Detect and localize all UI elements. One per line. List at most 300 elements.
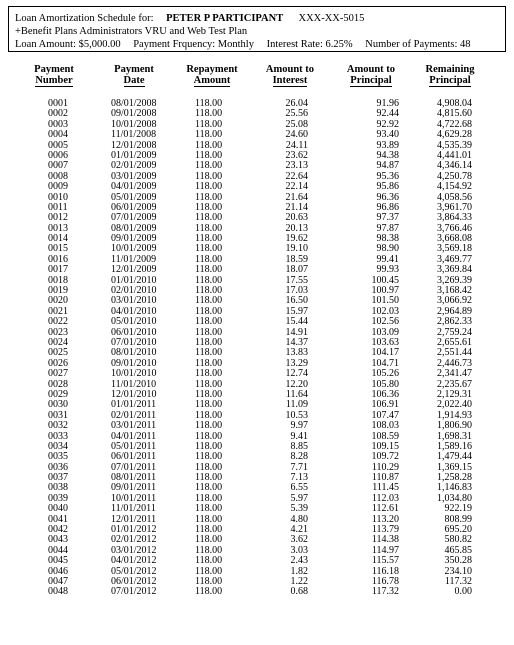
payment-number-cell: 0005 <box>48 139 68 151</box>
column-header-amount-to-interest: Amount to Interest <box>265 64 315 86</box>
remaining-principal-cell: 1,914.93 <box>437 409 472 421</box>
payment-number-cell: 0007 <box>48 160 68 172</box>
payment-number-cell: 0002 <box>48 108 68 120</box>
amount-to-principal-cell: 110.29 <box>371 461 399 473</box>
header-line-3 <box>15 38 499 51</box>
remaining-principal-cell: 1,806.90 <box>437 420 472 432</box>
payment-number-cell: 0015 <box>48 243 68 255</box>
payment-date-cell: 02/01/2009 <box>111 160 157 172</box>
amount-to-interest-cell: 2.43 <box>290 555 308 567</box>
amount-to-interest-cell: 4.21 <box>290 524 308 536</box>
repayment-amount-cell: 118.00 <box>195 492 223 504</box>
amount-to-interest-cell: 1.82 <box>290 565 308 577</box>
payment-date-cell: 07/01/2011 <box>111 461 157 473</box>
remaining-principal-cell: 4,250.78 <box>437 170 472 182</box>
payment-date-cell: 07/01/2009 <box>111 212 157 224</box>
amount-to-principal-cell: 99.41 <box>376 253 399 265</box>
payment-date-cell: 07/01/2012 <box>111 586 157 598</box>
payment-number-cell: 0029 <box>48 388 68 400</box>
repayment-amount-cell: 118.00 <box>195 233 223 245</box>
repayment-amount-cell: 118.00 <box>195 388 223 400</box>
repayment-amount-cell: 118.00 <box>195 586 223 598</box>
payment-date-cell: 09/01/2010 <box>111 357 157 369</box>
payment-date-cell: 04/01/2011 <box>111 430 157 442</box>
payment-number-cell: 0021 <box>48 305 68 317</box>
repayment-amount-cell: 118.00 <box>195 440 223 452</box>
amount-to-interest-cell: 25.56 <box>285 108 308 120</box>
remaining-principal-cell: 2,341.47 <box>437 368 472 380</box>
table-row <box>0 556 514 566</box>
amount-to-principal-cell: 108.03 <box>371 420 399 432</box>
amount-to-interest-cell: 12.20 <box>285 378 308 390</box>
payment-date-cell: 11/01/2008 <box>111 129 157 141</box>
amount-to-interest-cell: 9.97 <box>290 420 308 432</box>
repayment-amount-cell: 118.00 <box>195 181 223 193</box>
repayment-amount-cell: 118.00 <box>195 98 223 109</box>
amount-to-principal-cell: 99.93 <box>376 264 399 276</box>
repayment-amount-cell: 118.00 <box>195 544 223 556</box>
remaining-principal-cell: 808.99 <box>444 513 472 525</box>
amount-to-principal-cell: 95.86 <box>376 181 399 193</box>
amount-to-interest-cell: 13.83 <box>285 347 308 359</box>
repayment-amount-cell: 118.00 <box>195 420 223 432</box>
amount-to-principal-cell: 103.09 <box>371 326 399 338</box>
payment-number-cell: 0034 <box>48 440 68 452</box>
repayment-amount-cell: 118.00 <box>195 295 223 307</box>
payment-number-cell: 0024 <box>48 336 68 348</box>
remaining-principal-cell: 4,058.56 <box>437 191 472 203</box>
amount-to-principal-cell: 116.78 <box>371 575 399 587</box>
amount-to-principal-cell: 109.72 <box>371 451 399 463</box>
loan-header-box <box>8 6 506 52</box>
amount-to-principal-cell: 93.89 <box>376 139 399 151</box>
amount-to-principal-cell: 102.56 <box>371 316 399 328</box>
repayment-amount-cell: 118.00 <box>195 160 223 172</box>
repayment-amount-cell: 118.00 <box>195 108 223 120</box>
amount-to-principal-cell: 107.47 <box>371 409 399 421</box>
amount-to-interest-cell: 14.37 <box>285 336 308 348</box>
amount-to-principal-cell: 109.15 <box>371 440 399 452</box>
table-row <box>0 525 514 535</box>
remaining-principal-cell: 4,908.04 <box>437 98 472 109</box>
table-row <box>0 587 514 597</box>
amount-to-principal-cell: 110.87 <box>371 472 399 484</box>
amount-to-interest-cell: 6.55 <box>290 482 308 494</box>
column-header-payment-date: Payment Date <box>114 64 154 86</box>
table-row <box>0 369 514 379</box>
amount-to-principal-cell: 105.80 <box>371 378 399 390</box>
loan-amount: Loan Amount: $5,000.00 <box>15 39 121 50</box>
repayment-amount-cell: 118.00 <box>195 285 223 297</box>
amount-to-interest-cell: 7.71 <box>290 461 308 473</box>
amount-to-principal-cell: 95.36 <box>376 170 399 182</box>
remaining-principal-cell: 117.32 <box>444 575 472 587</box>
repayment-amount-cell: 118.00 <box>195 201 223 213</box>
repayment-amount-cell: 118.00 <box>195 118 223 130</box>
amount-to-principal-cell: 93.40 <box>376 129 399 141</box>
amount-to-interest-cell: 3.62 <box>290 534 308 546</box>
amount-to-interest-cell: 23.13 <box>285 160 308 172</box>
amount-to-principal-cell: 116.18 <box>371 565 399 577</box>
amount-to-interest-cell: 11.09 <box>285 399 308 411</box>
amount-to-principal-cell: 104.17 <box>371 347 399 359</box>
payment-date-cell: 04/01/2012 <box>111 555 157 567</box>
remaining-principal-cell: 3,766.46 <box>437 222 472 234</box>
payment-number-cell: 0016 <box>48 253 68 265</box>
payment-date-cell: 05/01/2011 <box>111 440 157 452</box>
payment-number-cell: 0040 <box>48 503 68 515</box>
amount-to-interest-cell: 13.29 <box>285 357 308 369</box>
payment-date-cell: 10/01/2008 <box>111 118 157 130</box>
repayment-amount-cell: 118.00 <box>195 451 223 463</box>
repayment-amount-cell: 118.00 <box>195 409 223 421</box>
remaining-principal-cell: 0.00 <box>454 586 472 598</box>
amount-to-principal-cell: 117.32 <box>371 586 399 598</box>
column-header-amount-to-principal: Amount to Principal <box>346 64 396 86</box>
remaining-principal-cell: 580.82 <box>444 534 472 546</box>
payment-date-cell: 03/01/2009 <box>111 170 157 182</box>
payment-date-cell: 02/01/2012 <box>111 534 157 546</box>
amount-to-principal-cell: 112.03 <box>371 492 399 504</box>
amount-to-interest-cell: 22.14 <box>285 181 308 193</box>
remaining-principal-cell: 1,479.44 <box>437 451 472 463</box>
amount-to-interest-cell: 20.63 <box>285 212 308 224</box>
remaining-principal-cell: 4,722.68 <box>437 118 472 130</box>
payment-date-cell: 01/01/2010 <box>111 274 157 286</box>
amount-to-principal-cell: 100.45 <box>371 274 399 286</box>
payment-number-cell: 0008 <box>48 170 68 182</box>
payment-date-cell: 11/01/2011 <box>111 503 156 515</box>
amount-to-principal-cell: 101.50 <box>371 295 399 307</box>
amount-to-interest-cell: 15.97 <box>285 305 308 317</box>
repayment-amount-cell: 118.00 <box>195 212 223 224</box>
repayment-amount-cell: 118.00 <box>195 399 223 411</box>
table-row <box>0 577 514 587</box>
amount-to-interest-cell: 8.28 <box>290 451 308 463</box>
remaining-principal-cell: 2,964.89 <box>437 305 472 317</box>
amount-to-interest-cell: 18.07 <box>285 264 308 276</box>
payment-number-cell: 0046 <box>48 565 68 577</box>
schedule-title-label: Loan Amortization Schedule for: <box>15 13 154 24</box>
payment-number-cell: 0014 <box>48 233 68 245</box>
repayment-amount-cell: 118.00 <box>195 565 223 577</box>
amount-to-interest-cell: 20.13 <box>285 222 308 234</box>
remaining-principal-cell: 3,668.08 <box>437 233 472 245</box>
table-row <box>0 546 514 556</box>
amount-to-principal-cell: 96.86 <box>376 201 399 213</box>
amount-to-principal-cell: 111.45 <box>372 482 399 494</box>
payment-number-cell: 0036 <box>48 461 68 473</box>
payment-number-cell: 0019 <box>48 285 68 297</box>
payment-number-cell: 0048 <box>48 586 68 598</box>
payment-number-cell: 0033 <box>48 430 68 442</box>
amount-to-principal-cell: 114.97 <box>371 544 399 556</box>
repayment-amount-cell: 118.00 <box>195 482 223 494</box>
amount-to-interest-cell: 3.03 <box>290 544 308 556</box>
payment-number-cell: 0022 <box>48 316 68 328</box>
payment-date-cell: 11/01/2009 <box>111 253 157 265</box>
amount-to-interest-cell: 21.64 <box>285 191 308 203</box>
amount-to-interest-cell: 17.03 <box>285 285 308 297</box>
payment-date-cell: 10/01/2009 <box>111 243 157 255</box>
amortization-table <box>0 99 514 598</box>
remaining-principal-cell: 1,369.15 <box>437 461 472 473</box>
table-row <box>0 421 514 431</box>
remaining-principal-cell: 4,346.14 <box>437 160 472 172</box>
repayment-amount-cell: 118.00 <box>195 253 223 265</box>
remaining-principal-cell: 1,258.28 <box>437 472 472 484</box>
table-row <box>0 567 514 577</box>
payment-number-cell: 0006 <box>48 149 68 161</box>
amount-to-principal-cell: 113.79 <box>371 524 399 536</box>
table-row <box>0 494 514 504</box>
repayment-amount-cell: 118.00 <box>195 555 223 567</box>
amount-to-principal-cell: 92.92 <box>376 118 399 130</box>
payment-date-cell: 04/01/2009 <box>111 181 157 193</box>
table-row <box>0 504 514 514</box>
amount-to-principal-cell: 112.61 <box>371 503 399 515</box>
payment-number-cell: 0026 <box>48 357 68 369</box>
amount-to-interest-cell: 8.85 <box>290 440 308 452</box>
repayment-amount-cell: 118.00 <box>195 472 223 484</box>
payment-number-cell: 0020 <box>48 295 68 307</box>
payment-number-cell: 0009 <box>48 181 68 193</box>
repayment-amount-cell: 118.00 <box>195 326 223 338</box>
repayment-amount-cell: 118.00 <box>195 264 223 276</box>
repayment-amount-cell: 118.00 <box>195 347 223 359</box>
repayment-amount-cell: 118.00 <box>195 461 223 473</box>
amount-to-principal-cell: 91.96 <box>376 98 399 109</box>
remaining-principal-cell: 1,146.83 <box>437 482 472 494</box>
payment-number-cell: 0025 <box>48 347 68 359</box>
payment-date-cell: 07/01/2010 <box>111 336 157 348</box>
payment-date-cell: 12/01/2008 <box>111 139 157 151</box>
header-line-1 <box>15 12 499 25</box>
remaining-principal-cell: 1,589.16 <box>437 440 472 452</box>
remaining-principal-cell: 4,441.01 <box>437 149 472 161</box>
payment-number-cell: 0043 <box>48 534 68 546</box>
repayment-amount-cell: 118.00 <box>195 191 223 203</box>
repayment-amount-cell: 118.00 <box>195 274 223 286</box>
amount-to-principal-cell: 98.38 <box>376 233 399 245</box>
remaining-principal-cell: 4,629.28 <box>437 129 472 141</box>
table-row <box>0 535 514 545</box>
repayment-amount-cell: 118.00 <box>195 430 223 442</box>
payment-date-cell: 02/01/2011 <box>111 409 157 421</box>
remaining-principal-cell: 3,569.18 <box>437 243 472 255</box>
payment-number-cell: 0027 <box>48 368 68 380</box>
table-row <box>0 515 514 525</box>
amount-to-principal-cell: 105.26 <box>371 368 399 380</box>
column-header-repayment-amount: Repayment Amount <box>186 64 238 86</box>
repayment-amount-cell: 118.00 <box>195 316 223 328</box>
repayment-amount-cell: 118.00 <box>195 139 223 151</box>
payment-number-cell: 0047 <box>48 575 68 587</box>
payment-date-cell: 03/01/2010 <box>111 295 157 307</box>
payment-date-cell: 08/01/2009 <box>111 222 157 234</box>
amount-to-interest-cell: 11.64 <box>285 388 308 400</box>
remaining-principal-cell: 922.19 <box>444 503 472 515</box>
payment-date-cell: 05/01/2009 <box>111 191 157 203</box>
amount-to-interest-cell: 5.97 <box>290 492 308 504</box>
table-row <box>0 130 514 140</box>
remaining-principal-cell: 3,961.70 <box>437 201 472 213</box>
payment-number-cell: 0018 <box>48 274 68 286</box>
amount-to-principal-cell: 102.03 <box>371 305 399 317</box>
remaining-principal-cell: 3,066.92 <box>437 295 472 307</box>
payment-date-cell: 06/01/2009 <box>111 201 157 213</box>
payment-date-cell: 09/01/2009 <box>111 233 157 245</box>
amount-to-interest-cell: 26.04 <box>285 98 308 109</box>
repayment-amount-cell: 118.00 <box>195 503 223 515</box>
payment-date-cell: 02/01/2010 <box>111 285 157 297</box>
repayment-amount-cell: 118.00 <box>195 336 223 348</box>
payment-number-cell: 0001 <box>48 98 68 109</box>
payment-number-cell: 0035 <box>48 451 68 463</box>
amount-to-principal-cell: 100.97 <box>371 285 399 297</box>
amount-to-principal-cell: 94.87 <box>376 160 399 172</box>
amount-to-principal-cell: 97.37 <box>376 212 399 224</box>
remaining-principal-cell: 2,551.44 <box>437 347 472 359</box>
payment-date-cell: 08/01/2011 <box>111 472 157 484</box>
payment-date-cell: 09/01/2008 <box>111 108 157 120</box>
remaining-principal-cell: 4,154.92 <box>437 181 472 193</box>
repayment-amount-cell: 118.00 <box>195 575 223 587</box>
amount-to-principal-cell: 98.90 <box>376 243 399 255</box>
amount-to-principal-cell: 106.36 <box>371 388 399 400</box>
payment-date-cell: 06/01/2012 <box>111 575 157 587</box>
amount-to-interest-cell: 24.60 <box>285 129 308 141</box>
payment-date-cell: 01/01/2011 <box>111 399 157 411</box>
payment-number-cell: 0010 <box>48 191 68 203</box>
remaining-principal-cell: 465.85 <box>444 544 472 556</box>
payment-number-cell: 0028 <box>48 378 68 390</box>
amount-to-principal-cell: 96.36 <box>376 191 399 203</box>
amount-to-interest-cell: 12.74 <box>285 368 308 380</box>
payment-date-cell: 01/01/2009 <box>111 149 157 161</box>
payment-date-cell: 12/01/2009 <box>111 264 157 276</box>
amount-to-interest-cell: 19.10 <box>285 243 308 255</box>
payment-number-cell: 0032 <box>48 420 68 432</box>
payment-number-cell: 0031 <box>48 409 68 421</box>
payment-date-cell: 10/01/2010 <box>111 368 157 380</box>
payment-date-cell: 05/01/2012 <box>111 565 157 577</box>
payment-date-cell: 05/01/2010 <box>111 316 157 328</box>
repayment-amount-cell: 118.00 <box>195 357 223 369</box>
amount-to-interest-cell: 18.59 <box>285 253 308 265</box>
repayment-amount-cell: 118.00 <box>195 534 223 546</box>
payment-number-cell: 0045 <box>48 555 68 567</box>
amount-to-principal-cell: 92.44 <box>376 108 399 120</box>
amount-to-interest-cell: 4.80 <box>290 513 308 525</box>
payment-date-cell: 01/01/2012 <box>111 524 157 536</box>
repayment-amount-cell: 118.00 <box>195 305 223 317</box>
repayment-amount-cell: 118.00 <box>195 149 223 161</box>
payment-number-cell: 0042 <box>48 524 68 536</box>
payment-date-cell: 08/01/2008 <box>111 98 157 109</box>
remaining-principal-cell: 3,469.77 <box>437 253 472 265</box>
amount-to-principal-cell: 94.38 <box>376 149 399 161</box>
remaining-principal-cell: 3,269.39 <box>437 274 472 286</box>
plan-name: +Benefit Plans Administrators VRU and Web Test Plan <box>15 26 248 37</box>
amount-to-principal-cell: 115.57 <box>371 555 399 567</box>
table-row <box>0 182 514 192</box>
remaining-principal-cell: 3,168.42 <box>437 285 472 297</box>
payment-number-cell: 0023 <box>48 326 68 338</box>
payment-date-cell: 04/01/2010 <box>111 305 157 317</box>
payment-number-cell: 0004 <box>48 129 68 141</box>
payment-number-cell: 0013 <box>48 222 68 234</box>
payment-number-cell: 0044 <box>48 544 68 556</box>
payment-number-cell: 0038 <box>48 482 68 494</box>
repayment-amount-cell: 118.00 <box>195 222 223 234</box>
payment-number-cell: 0037 <box>48 472 68 484</box>
column-header-payment-number: Payment Number <box>34 64 74 86</box>
remaining-principal-cell: 4,815.60 <box>437 108 472 120</box>
payment-date-cell: 11/01/2010 <box>111 378 157 390</box>
amount-to-interest-cell: 10.53 <box>285 409 308 421</box>
remaining-principal-cell: 350.28 <box>444 555 472 567</box>
remaining-principal-cell: 2,655.61 <box>437 336 472 348</box>
amount-to-interest-cell: 7.13 <box>290 472 308 484</box>
amount-to-interest-cell: 17.55 <box>285 274 308 286</box>
amount-to-interest-cell: 24.11 <box>285 139 308 151</box>
amount-to-principal-cell: 104.71 <box>371 357 399 369</box>
payment-date-cell: 12/01/2010 <box>111 388 157 400</box>
repayment-amount-cell: 118.00 <box>195 378 223 390</box>
payment-number-cell: 0012 <box>48 212 68 224</box>
remaining-principal-cell: 3,369.84 <box>437 264 472 276</box>
payment-frequency: Payment Frquency: Monthly <box>133 39 254 50</box>
remaining-principal-cell: 234.10 <box>444 565 472 577</box>
amount-to-principal-cell: 108.59 <box>371 430 399 442</box>
amount-to-interest-cell: 15.44 <box>285 316 308 328</box>
amount-to-interest-cell: 5.39 <box>290 503 308 515</box>
remaining-principal-cell: 1,698.31 <box>437 430 472 442</box>
payment-date-cell: 06/01/2011 <box>111 451 157 463</box>
amount-to-interest-cell: 19.62 <box>285 233 308 245</box>
repayment-amount-cell: 118.00 <box>195 170 223 182</box>
payment-date-cell: 06/01/2010 <box>111 326 157 338</box>
amount-to-principal-cell: 113.20 <box>371 513 399 525</box>
remaining-principal-cell: 1,034.80 <box>437 492 472 504</box>
amount-to-principal-cell: 106.91 <box>371 399 399 411</box>
amount-to-interest-cell: 1.22 <box>290 575 308 587</box>
number-of-payments: Number of Payments: 48 <box>365 39 471 50</box>
participant-ssn: XXX-XX-5015 <box>298 13 365 24</box>
repayment-amount-cell: 118.00 <box>195 513 223 525</box>
amount-to-interest-cell: 22.64 <box>285 170 308 182</box>
payment-number-cell: 0003 <box>48 118 68 130</box>
repayment-amount-cell: 118.00 <box>195 368 223 380</box>
amount-to-principal-cell: 103.63 <box>371 336 399 348</box>
payment-number-cell: 0039 <box>48 492 68 504</box>
payment-number-cell: 0017 <box>48 264 68 276</box>
payment-date-cell: 03/01/2012 <box>111 544 157 556</box>
remaining-principal-cell: 2,129.31 <box>437 388 472 400</box>
payment-date-cell: 08/01/2010 <box>111 347 157 359</box>
remaining-principal-cell: 2,862.33 <box>437 316 472 328</box>
header-line-2 <box>15 25 499 38</box>
repayment-amount-cell: 118.00 <box>195 524 223 536</box>
payment-date-cell: 12/01/2011 <box>111 513 157 525</box>
payment-date-cell: 09/01/2011 <box>111 482 157 494</box>
amount-to-interest-cell: 23.62 <box>285 149 308 161</box>
payment-date-cell: 10/01/2011 <box>111 492 157 504</box>
repayment-amount-cell: 118.00 <box>195 243 223 255</box>
amount-to-interest-cell: 25.08 <box>285 118 308 130</box>
remaining-principal-cell: 4,535.39 <box>437 139 472 151</box>
